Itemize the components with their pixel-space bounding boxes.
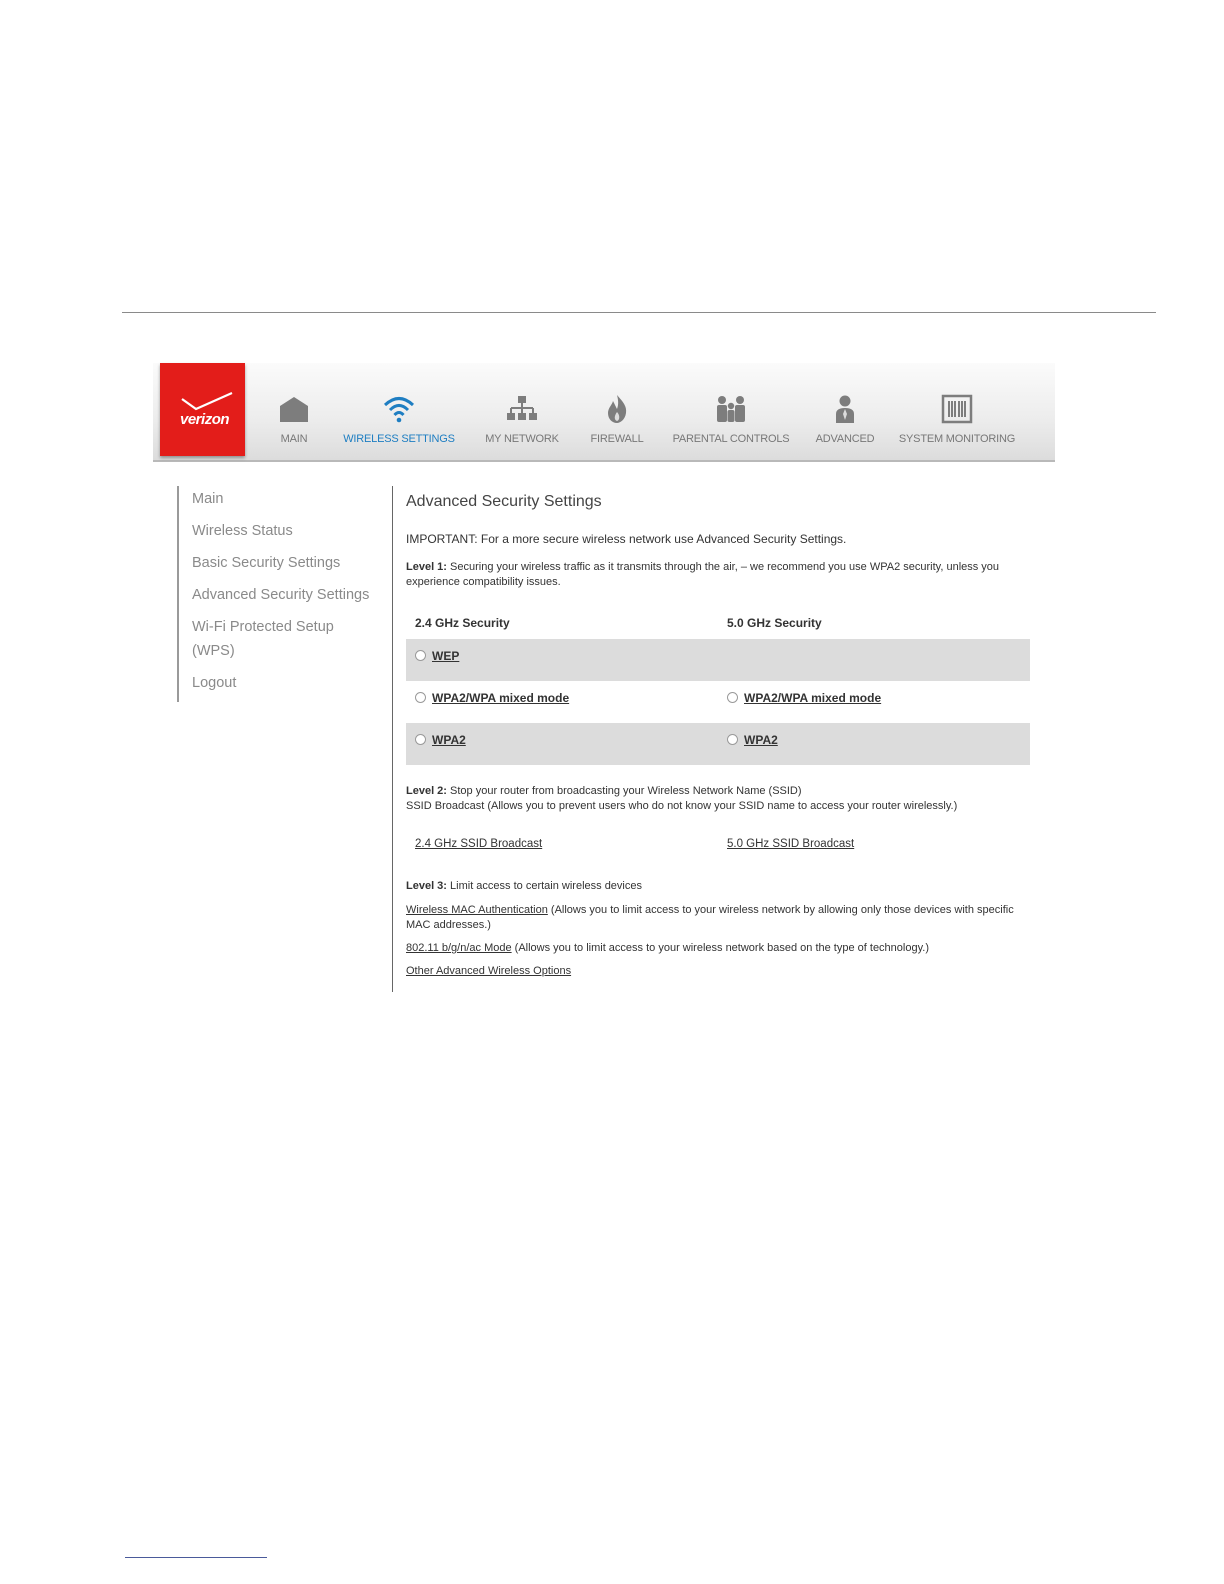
sidebar-item-main[interactable]: Main: [192, 491, 224, 507]
wep-option-24[interactable]: [415, 649, 459, 663]
user-tie-icon: [828, 393, 862, 425]
document-rule: [122, 312, 1156, 313]
network-icon: [505, 393, 539, 425]
level2-description: Stop your router from broadcasting your Wireless Network Name (SSID): [450, 785, 802, 797]
important-note: IMPORTANT: For a more secure wireless network use Advanced Security Settings.: [406, 532, 847, 546]
nav-wireless-settings[interactable]: [342, 363, 456, 456]
nav-advanced[interactable]: [813, 363, 877, 456]
nav-advanced-label: ADVANCED: [815, 433, 875, 445]
sidebar-item-wireless-status[interactable]: Wireless Status: [192, 523, 293, 539]
level3-text: [406, 879, 1030, 894]
ssid-broadcast-24-link[interactable]: 2.4 GHz SSID Broadcast: [415, 838, 543, 850]
mode-description: (Allows you to limit access to your wireless network based on the type of technology.): [514, 942, 929, 954]
security-row-mixed: [406, 681, 1030, 723]
house-icon: [277, 393, 311, 425]
sidebar-menu: [192, 487, 369, 703]
mac-auth-text: [406, 903, 1030, 933]
flame-icon: [600, 393, 634, 425]
security-row-wep: [406, 639, 1030, 681]
security-24-heading: 2.4 GHz Security: [415, 616, 510, 630]
wpa2-label-24: WPA2: [432, 733, 466, 747]
nav-system-monitoring[interactable]: [897, 363, 1017, 456]
mixed-radio-24[interactable]: [415, 692, 426, 703]
wpa2-radio-24[interactable]: [415, 734, 426, 745]
mode-link[interactable]: 802.11 b/g/n/ac Mode: [406, 942, 512, 954]
nav-wireless-label: WIRELESS SETTINGS: [343, 433, 455, 445]
level3-description: Limit access to certain wireless devices: [450, 880, 642, 892]
router-ui-screenshot: [153, 353, 1055, 998]
content-divider: [392, 486, 393, 992]
wep-radio-24[interactable]: [415, 650, 426, 661]
mode-text: [406, 941, 1030, 956]
logo-text: verizon: [180, 411, 230, 428]
monitor-icon: [940, 393, 974, 425]
nav-parental-controls[interactable]: [669, 363, 793, 456]
level1-description: Securing your wireless traffic as it transmits through the air, – we recommend you use WPA2 security, unless you experience compatibility issues.: [406, 561, 1000, 588]
sidebar-item-wps[interactable]: Wi-Fi Protected Setup (WPS): [192, 619, 334, 659]
wpa2-radio-50[interactable]: [727, 734, 738, 745]
ssid-broadcast-50-link[interactable]: 5.0 GHz SSID Broadcast: [727, 838, 855, 850]
security-50-heading: 5.0 GHz Security: [727, 616, 822, 630]
top-nav-bar: [153, 363, 1055, 462]
mixed-label-24: WPA2/WPA mixed mode: [432, 691, 570, 705]
level3-label: Level 3:: [406, 880, 447, 892]
nav-firewall-label: FIREWALL: [590, 433, 644, 445]
sidebar-item-logout[interactable]: Logout: [192, 675, 237, 691]
level1-text: [406, 560, 1030, 590]
nav-my-network-label: MY NETWORK: [485, 433, 559, 445]
nav-main-label: MAIN: [280, 433, 308, 445]
nav-my-network[interactable]: [483, 363, 561, 456]
check-mark-icon: [178, 391, 234, 413]
sidebar-divider: [177, 486, 179, 702]
wep-label-24: WEP: [432, 649, 460, 663]
nav-system-monitoring-label: SYSTEM MONITORING: [898, 433, 1016, 445]
wpa2-label-50: WPA2: [744, 733, 778, 747]
other-options-row: [406, 964, 1030, 979]
footnote-rule: [125, 1557, 267, 1558]
mixed-label-50: WPA2/WPA mixed mode: [744, 691, 882, 705]
family-icon: [714, 393, 748, 425]
mixed-option-24[interactable]: [415, 691, 569, 705]
level2-label: Level 2:: [406, 785, 447, 797]
level2-text: [406, 784, 1030, 814]
level1-label: Level 1:: [406, 561, 447, 573]
mixed-option-50[interactable]: [727, 691, 881, 705]
sidebar-item-basic-security[interactable]: Basic Security Settings: [192, 555, 341, 571]
wpa2-option-24[interactable]: [415, 733, 466, 747]
wpa2-option-50[interactable]: [727, 733, 778, 747]
mac-auth-link[interactable]: Wireless MAC Authentication: [406, 904, 548, 916]
page-title: Advanced Security Settings: [406, 493, 602, 510]
sidebar-item-advanced-security[interactable]: Advanced Security Settings: [192, 587, 370, 603]
verizon-logo[interactable]: [160, 363, 245, 456]
wifi-icon: [382, 393, 416, 425]
security-row-wpa2: [406, 723, 1030, 765]
level2-ssid-note: SSID Broadcast (Allows you to prevent users who do not know your SSID name to access your router wirelessly.): [406, 800, 958, 812]
mac-auth-description: (Allows you to limit access to your wireless network by allowing only those devices with specific MAC addresses.): [406, 904, 1014, 931]
nav-firewall[interactable]: [589, 363, 645, 456]
other-options-link[interactable]: Other Advanced Wireless Options: [406, 965, 572, 977]
nav-parental-label: PARENTAL CONTROLS: [672, 433, 790, 445]
nav-main[interactable]: [271, 363, 317, 456]
mixed-radio-50[interactable]: [727, 692, 738, 703]
